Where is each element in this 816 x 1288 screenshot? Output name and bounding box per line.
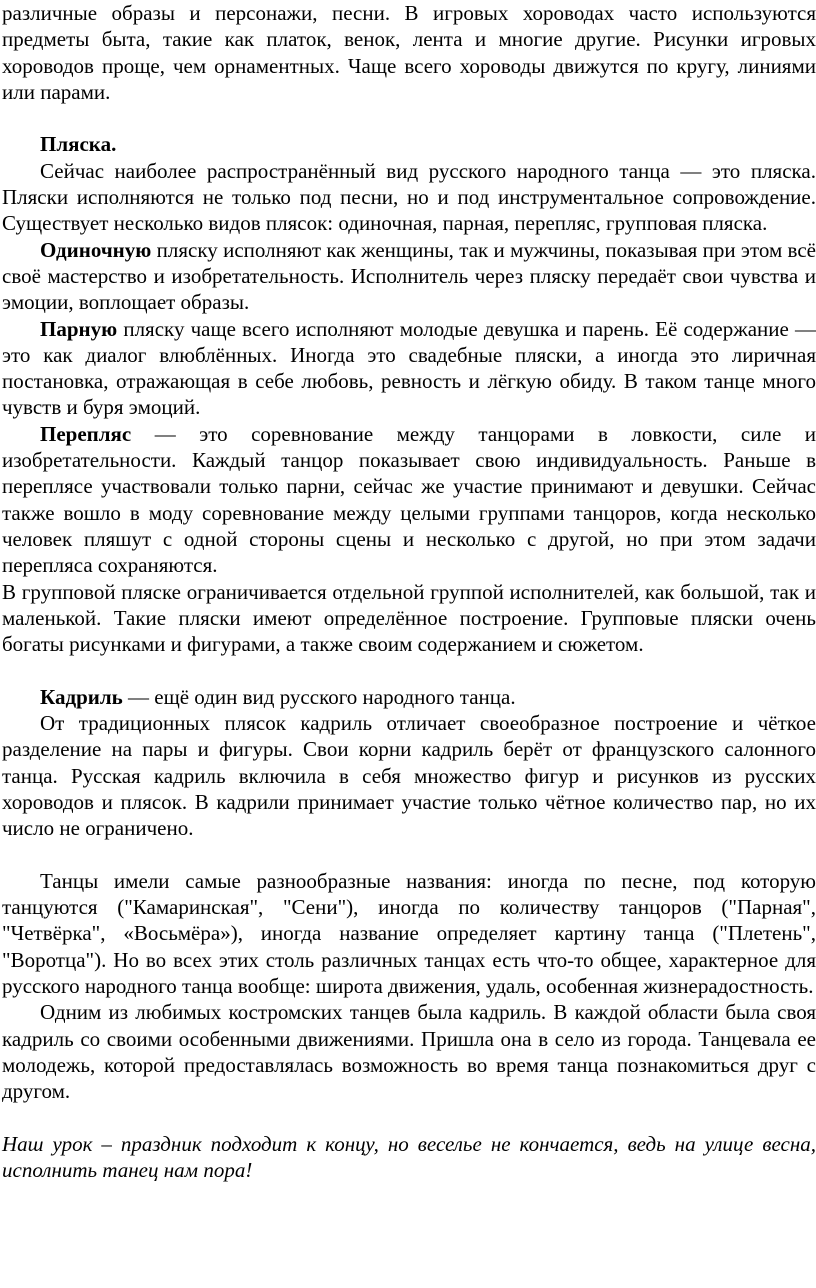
- paragraph-parnaya: [2, 316, 816, 421]
- paragraph-closing: Наш урок – праздник подходит к концу, но веселье не кончается, ведь на улице весна, исполнить танец нам пора!: [2, 1131, 816, 1183]
- paragraph-odinochnaya: [2, 237, 816, 316]
- paragraph-kostroma-kadril: Одним из любимых костромских танцев была кадриль. В каждой области была своя кадриль со своими особенными движениями. Пришла она в село из города. Танцевала ее молодежь, которой предоставлялась возможность во время танца познакомиться друг с другом.: [2, 1000, 816, 1104]
- term-odinochnaya: Одиночную: [40, 237, 152, 262]
- paragraph-odinochnaya-text: пляску исполняют как женщины, так и мужчины, показывая при этом всё своё мастерство и изобретательность. Исполнитель через пляску передаёт свои чувства и эмоции, воплощает образы.: [2, 237, 816, 315]
- paragraph-dance-names: Танцы имели самые разнообразные названия: иногда по песне, под которую танцуются ("Камаринская", "Сени"), иногда по количеству танцоров ("Парная", "Четвёрка", «Восьмёра»), иногда название определяет картину танца ("Плетень", "Воротца"). Но во всех этих столь различных танцах есть что-то общее, характерное для русского народного танца вообще: широта движения, удаль, особенная жизнерадостность.: [2, 868, 816, 998]
- paragraph-kadril-intro: [2, 684, 816, 710]
- term-perepliass: Перепляс: [40, 421, 132, 446]
- blank-line: [2, 842, 816, 868]
- term-kadril: Кадриль: [40, 684, 123, 709]
- paragraph-perepliass-text: — это соревнование между танцорами в ловкости, силе и изобретательности. Каждый танцор показывает свою индивидуальность. Раньше в переплясе участвовали только парни, сейчас же участие принимают и девушки. Сейчас также вошло в моду соревнование между целыми группами танцоров, когда несколько человек пляшут с одной стороны сцены и несколько с другой, но при этом задачи перепляса сохраняются.: [2, 421, 816, 578]
- paragraph-khorovody-end: различные образы и персонажи, песни. В игровых хороводах часто используются предметы быта, такие как платок, венок, лента и многие другие. Рисунки игровых хороводов проще, чем орнаментных. Чаще всего хороводы движутся по кругу, линиями или парами.: [2, 1, 816, 104]
- blank-line: [2, 657, 816, 683]
- paragraph-gruppovaya: В групповой пляске ограничивается отдельной группой исполнителей, как большой, так и маленькой. Такие пляски имеют определённое построение. Групповые пляски очень богаты рисунками и фигурами, а также своим содержанием и сюжетом.: [2, 579, 816, 657]
- blank-line: [2, 1104, 816, 1130]
- heading-pliaska: Пляска.: [40, 132, 117, 157]
- paragraph-parnaya-text: пляску чаще всего исполняют молодые девушка и парень. Её содержание — это как диалог влюблённых. Иногда это свадебные пляски, а иногда это лиричная постановка, отражающая в себе любовь, ревность и лёгкую обиду. В таком танце много чувств и буря эмоций.: [2, 316, 816, 420]
- paragraph-kadril-description: От традиционных плясок кадриль отличает своеобразное построение и чёткое разделение на пары и фигуры. Свои корни кадриль берёт от французского салонного танца. Русская кадриль включила в себя множество фигур и рисунков из русских хороводов и плясок. В кадрили принимает участие только чётное количество пар, но их число не ограничено.: [2, 711, 816, 841]
- paragraph-perepliass: [2, 421, 816, 579]
- term-parnaya: Парную: [40, 316, 118, 341]
- paragraph-kadril-intro-text: — ещё один вид русского народного танца.: [122, 684, 516, 709]
- blank-line: [2, 105, 816, 131]
- paragraph-pliaska-intro: Сейчас наиболее распространённый вид русского народного танца — это пляска. Пляски исполняются не только под песни, но и под инструментальное сопровождение. Существует несколько видов плясок: одиночная, парная, перепляс, групповая пляска.: [2, 158, 816, 236]
